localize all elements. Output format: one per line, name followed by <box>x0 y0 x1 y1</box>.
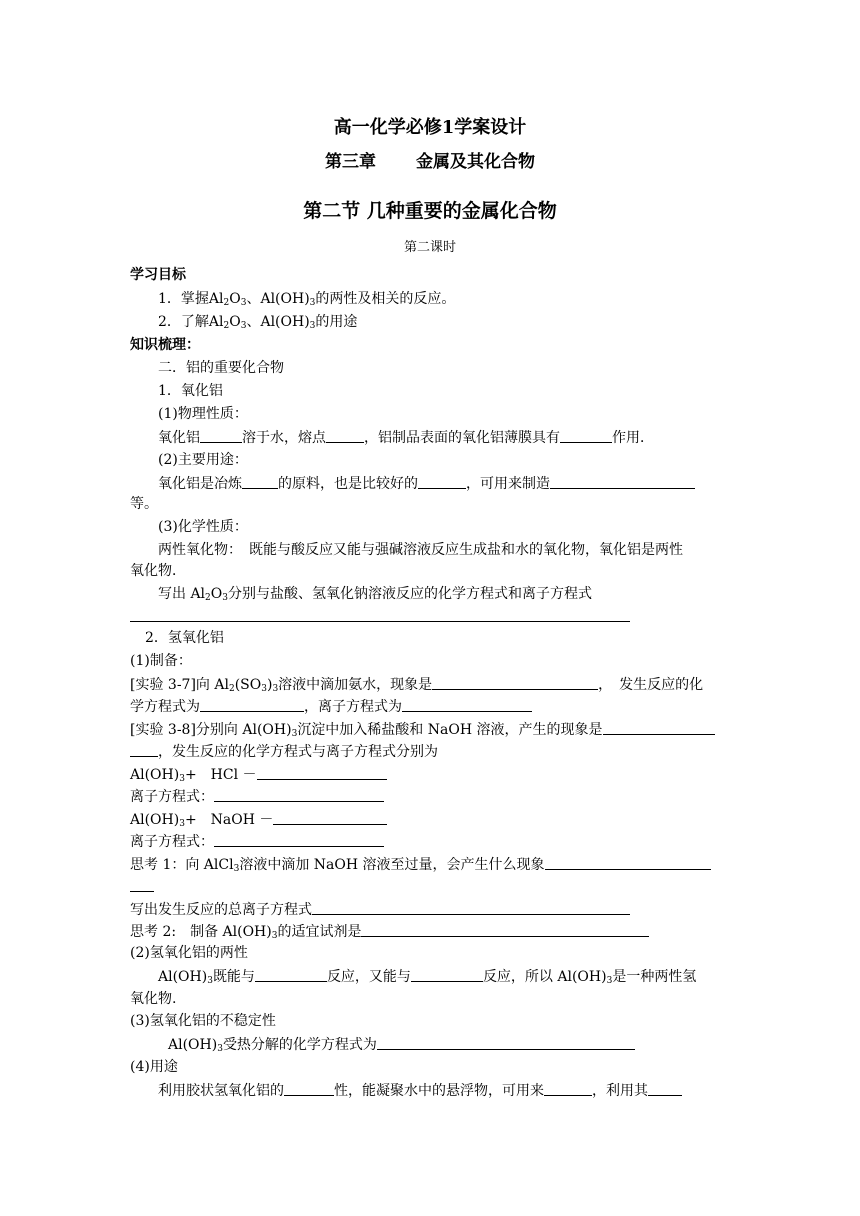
goal-2: 2．了解$Al_2O_3$、$Al(OH)_3$的用途 <box>158 314 358 331</box>
blank <box>402 697 532 712</box>
think-1-line-1: 思考 1：向 AlCl$_3$溶液中滴加 NaOH 溶液至过量，会产生什么现象 <box>130 855 711 874</box>
blank <box>130 877 154 892</box>
blank <box>648 1081 682 1096</box>
preparation-heading: (1)制备： <box>130 653 192 669</box>
experiment-3-7-line-2: 学方程式为 ，离子方程式为 <box>130 697 532 716</box>
blank <box>312 900 630 915</box>
ionic-equation-naoh: 离子方程式： <box>130 832 384 851</box>
goal-1: 1．掌握$Al_2O_3$、$Al(OH)_3$的两性及相关的反应。 <box>158 291 456 308</box>
blank <box>200 697 304 712</box>
alumina-equation-prompt: 写出 $Al_2O_3$分别与盐酸、氢氧化钠溶液反应的化学方程式和离子方程式 <box>158 586 592 603</box>
section-aluminum-compounds: 二．铝的重要化合物 <box>158 360 284 376</box>
think-1-line-2: 写出发生反应的总离子方程式 <box>130 900 630 919</box>
blank <box>550 474 695 489</box>
blank <box>284 1081 334 1096</box>
ionic-equation-hcl: 离子方程式： <box>130 787 384 806</box>
knowledge-heading: 知识梳理： <box>130 337 200 353</box>
amphoterism-line-2: 氧化物. <box>130 991 177 1007</box>
amphoteric-definition-end: 氧化物． <box>130 563 186 579</box>
blank <box>130 742 158 757</box>
physical-props-line: 氧化铝 溶于水，熔点 ，铝制品表面的氧化铝薄膜具有 作用． <box>158 430 654 446</box>
blank <box>214 787 384 802</box>
hydroxide-heading: 2．氢氧化铝 <box>145 630 224 646</box>
amphoterism-heading: (2)氢氧化铝的两性 <box>130 945 248 961</box>
blank <box>214 832 384 847</box>
think-1-continuation <box>130 877 154 896</box>
blank <box>326 428 364 443</box>
reaction-hcl: $Al(OH)_3+$ HCl － <box>130 765 387 784</box>
reaction-naoh: $Al(OH)_3+$ NaOH － <box>130 810 387 829</box>
blank <box>255 967 327 982</box>
blank <box>273 810 387 825</box>
chem-props-heading: (3)化学性质： <box>158 519 248 535</box>
instability-heading: (3)氢氧化铝的不稳定性 <box>130 1013 276 1029</box>
uses-line: 氧化铝是冶炼 的原料，也是比较好的 ，可用来制造 <box>158 474 695 493</box>
blank <box>544 1081 592 1096</box>
blank <box>200 428 242 443</box>
experiment-3-8-line-1: [实验 3-8]分别向 $Al(OH)_3$沉淀中加入稀盐酸和 NaOH 溶液，产生的现象是 <box>130 720 715 739</box>
chapter-title: 第三章 金属及其化合物 <box>325 152 535 172</box>
blank <box>603 720 715 735</box>
blank <box>411 967 483 982</box>
document-title: 高一化学必修1学案设计 <box>333 117 527 138</box>
experiment-3-8-line-2: ，发生反应的化学方程式与离子方程式分别为 <box>130 742 438 761</box>
blank <box>545 855 711 870</box>
alumina-heading: 1．氧化铝 <box>158 383 223 399</box>
blank <box>257 765 387 780</box>
blank <box>377 1035 635 1050</box>
experiment-3-7-line-1: [实验 3-7]向 $Al_2(SO_3)_3$溶液中滴加氨水，现象是 ， 发生反应的化 <box>130 677 704 694</box>
blank <box>418 474 466 489</box>
blank <box>432 675 598 690</box>
uses-heading: (2)主要用途： <box>158 452 248 468</box>
goals-heading: 学习目标 <box>130 267 186 283</box>
instability-line: $Al(OH)_3$受热分解的化学方程式为 <box>168 1035 635 1054</box>
blank <box>560 428 612 443</box>
blank <box>361 922 649 937</box>
lesson-label: 第二课时 <box>403 240 456 255</box>
blank <box>242 474 278 489</box>
amphoteric-definition: 两性氧化物： 既能与酸反应又能与强碱溶液反应生成盐和水的氧化物，氧化铝是两性 <box>158 542 683 558</box>
section-title: 第二节 几种重要的金属化合物 <box>303 200 557 222</box>
physical-props-heading: (1)物理性质： <box>158 406 248 422</box>
hydroxide-uses-line: 利用胶状氢氧化铝的 性，能凝聚水中的悬浮物，可用来 ，利用其 <box>158 1081 682 1100</box>
answer-line <box>130 621 630 622</box>
uses-heading-hydroxide: (4)用途 <box>130 1059 178 1075</box>
amphoterism-line-1: $Al(OH)_3$既能与 反应，又能与 反应，所以 $Al(OH)_3$是一种两性氢 <box>158 969 697 986</box>
uses-line-end: 等。 <box>130 496 158 512</box>
think-2: 思考 2: 制备 $Al(OH)_3$的适宜试剂是 <box>130 922 649 941</box>
